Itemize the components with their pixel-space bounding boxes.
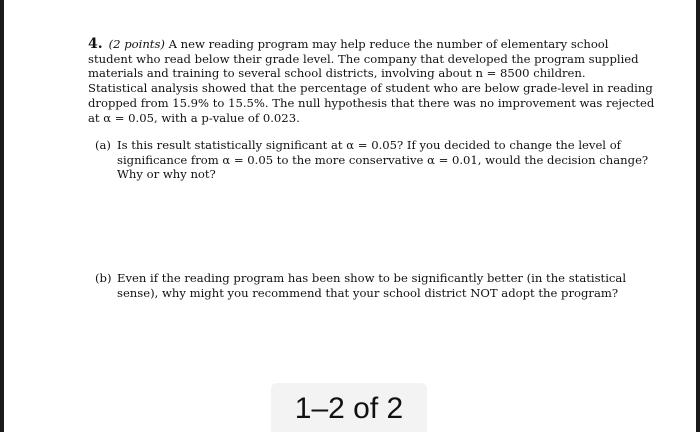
part-b-text-1: Even if the reading program has been show to be significantly better (in the statistical (117, 271, 627, 285)
problem-line-4: Statistical analysis showed that the percentage of student who are below grade-level in reading (88, 81, 653, 96)
page-indicator-text: 1–2 of 2 (294, 392, 404, 425)
part-a-line-1 (95, 138, 625, 153)
problem-line-2: student who read below their grade level. The company that developed the program supplied (88, 51, 639, 66)
page-indicator (271, 383, 427, 432)
part-b-line-1 (95, 271, 625, 286)
part-b-line-2: sense), why might you recommend that your school district NOT adopt the program? (117, 285, 619, 300)
part-a-line-3: Why or why not? (117, 167, 216, 182)
problem-text-1: A new reading program may help reduce the number of elementary school (168, 37, 609, 51)
problem-line-5: dropped from 15.9% to 15.5%. The null hypothesis that there was no improvement was rejected (88, 95, 655, 110)
part-b (95, 271, 625, 300)
problem-line-1 (88, 37, 618, 52)
problem-points: (2 points) (108, 37, 165, 51)
problem-line-3: materials and training to several school districts, involving about n = 8500 children. (88, 66, 586, 81)
part-a (95, 138, 649, 182)
part-a-text-1: Is this result statistically significant at α = 0.05? If you decided to change the level of (117, 138, 621, 152)
problem-line-6: at α = 0.05, with a p-value of 0.023. (88, 110, 300, 125)
part-b-label: (b) (95, 271, 112, 285)
left-edge-bar (0, 0, 4, 432)
problem-number: 4. (88, 36, 103, 52)
problem-4 (88, 36, 655, 125)
part-a-line-2: significance from α = 0.05 to the more conservative α = 0.01, would the decision change? (117, 152, 649, 167)
right-edge-bar (696, 0, 700, 432)
part-a-label: (a) (95, 138, 111, 152)
